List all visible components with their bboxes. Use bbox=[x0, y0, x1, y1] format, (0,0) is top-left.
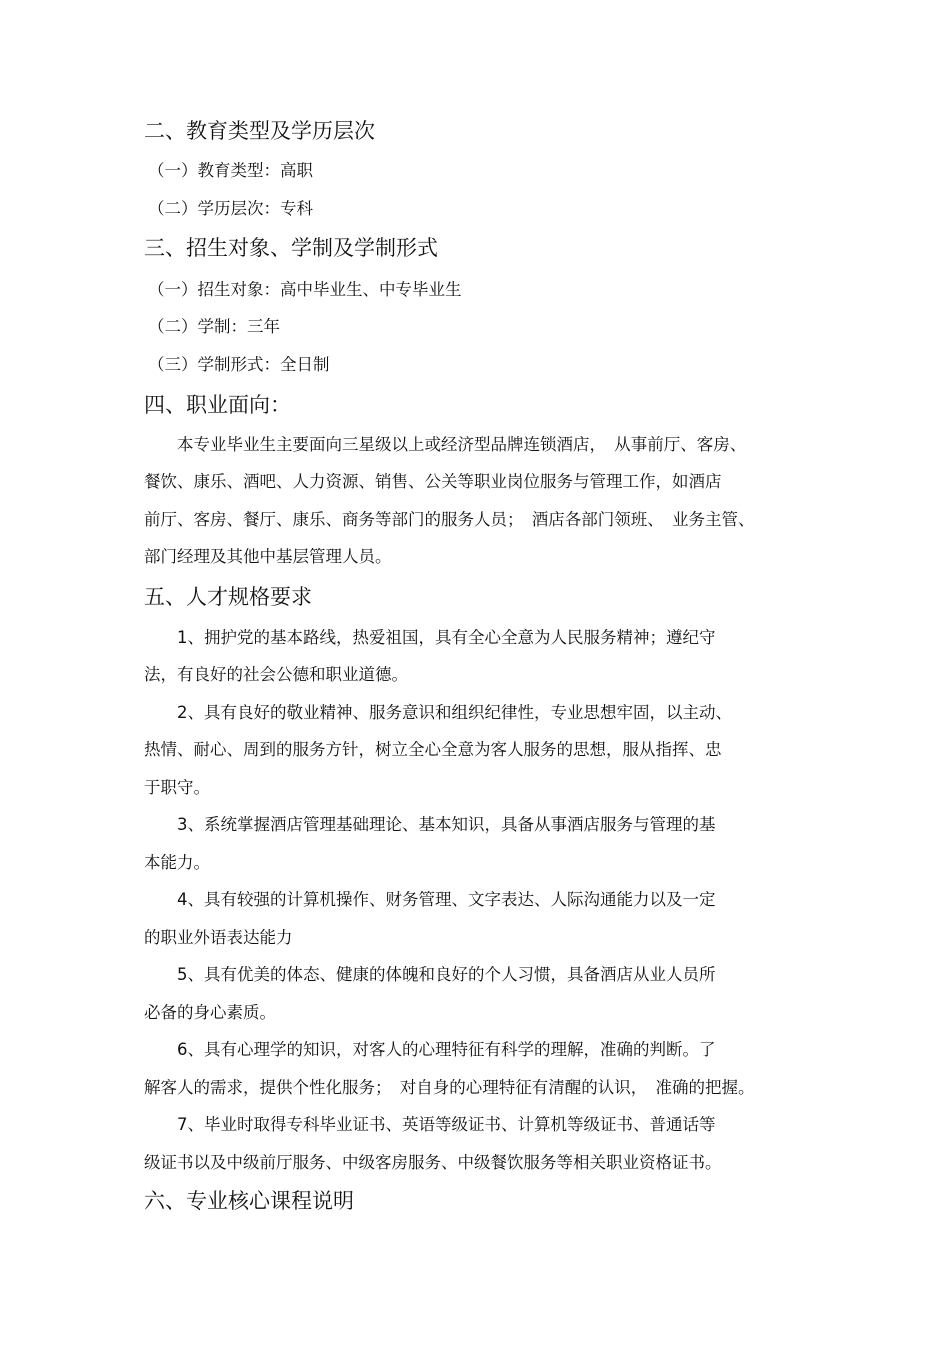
requirement-line: 级证书以及中级前厅服务、中级客房服务、中级餐饮服务等相关职业资格证书。 bbox=[144, 1153, 722, 1172]
requirement-line: 本能力。 bbox=[144, 853, 210, 872]
section-heading-3: 三、招生对象、学制及学制形式 bbox=[144, 236, 438, 260]
section-heading-4: 四、职业面向： bbox=[144, 393, 291, 417]
section-heading-6: 六、专业核心课程说明 bbox=[144, 1189, 354, 1213]
requirement-line: 3、系统掌握酒店管理基础理论、基本知识，具备从事酒店服务与管理的基 bbox=[177, 815, 716, 834]
requirement-line: 热情、耐心、周到的服务方针，树立全心全意为客人服务的思想，服从指挥、忠 bbox=[144, 740, 722, 759]
enrollment-target-item: （一）招生对象：高中毕业生、中专毕业生 bbox=[148, 280, 462, 299]
requirement-line: 必备的身心素质。 bbox=[144, 1003, 276, 1022]
career-paragraph-line: 前厅、客房、餐厅、康乐、商务等部门的服务人员； 酒店各部门领班、 业务主管、 bbox=[144, 510, 755, 529]
study-length-item: （二）学制：三年 bbox=[148, 317, 280, 336]
study-form-item: （三）学制形式：全日制 bbox=[148, 355, 330, 374]
education-level-item: （二）学历层次：专科 bbox=[148, 199, 313, 218]
career-paragraph-line: 本专业毕业生主要面向三星级以上或经济型品牌连锁酒店， 从事前厅、客房、 bbox=[177, 435, 747, 454]
requirement-line: 的职业外语表达能力 bbox=[144, 928, 293, 947]
requirement-line: 6、具有心理学的知识，对客人的心理特征有科学的理解，准确的判断。了 bbox=[177, 1040, 716, 1059]
requirement-line: 4、具有较强的计算机操作、财务管理、文字表达、人际沟通能力以及一定 bbox=[177, 890, 716, 909]
requirement-line: 7、毕业时取得专科毕业证书、英语等级证书、计算机等级证书、普通话等 bbox=[177, 1115, 716, 1134]
requirement-line: 解客人的需求，提供个性化服务； 对自身的心理特征有清醒的认识， 准确的把握。 bbox=[144, 1078, 755, 1097]
career-paragraph-line: 餐饮、康乐、酒吧、人力资源、销售、公关等职业岗位服务与管理工作，如酒店 bbox=[144, 472, 722, 491]
education-type-item: （一）教育类型：高职 bbox=[148, 161, 313, 180]
career-paragraph-line: 部门经理及其他中基层管理人员。 bbox=[144, 547, 392, 566]
section-heading-5: 五、人才规格要求 bbox=[144, 585, 312, 609]
requirement-line: 1、拥护党的基本路线，热爱祖国，具有全心全意为人民服务精神；遵纪守 bbox=[177, 628, 716, 647]
requirement-line: 于职守。 bbox=[144, 778, 210, 797]
requirement-line: 5、具有优美的体态、健康的体魄和良好的个人习惯，具备酒店从业人员所 bbox=[177, 965, 716, 984]
requirement-line: 2、具有良好的敬业精神、服务意识和组织纪律性，专业思想牢固，以主动、 bbox=[177, 703, 732, 722]
requirement-line: 法，有良好的社会公德和职业道德。 bbox=[144, 665, 408, 684]
section-heading-2: 二、教育类型及学历层次 bbox=[144, 119, 375, 143]
